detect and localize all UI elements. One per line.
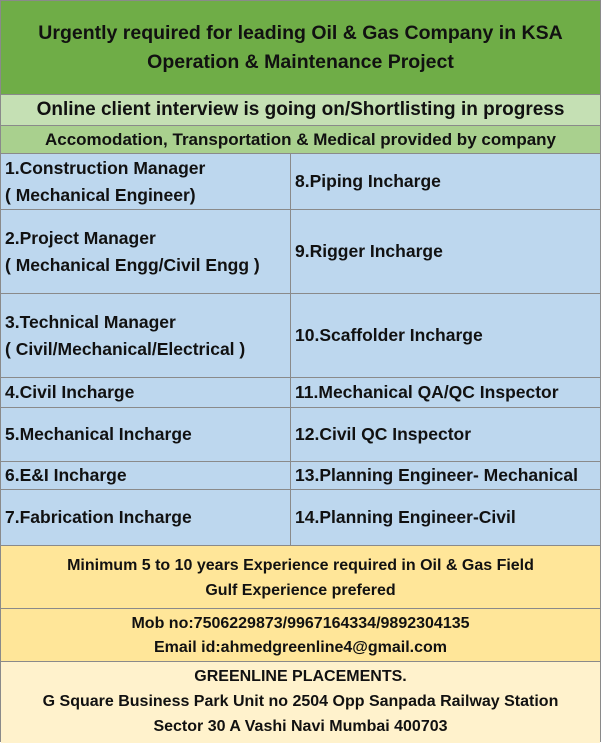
position-title: 4.Civil Incharge bbox=[5, 382, 135, 402]
position-title: 12.Civil QC Inspector bbox=[295, 424, 472, 444]
benefits-banner: Accomodation, Transportation & Medical provided by company bbox=[1, 126, 600, 154]
company-address: Sector 30 A Vashi Navi Mumbai 400703 bbox=[153, 718, 448, 735]
position-cell bbox=[1, 490, 291, 545]
position-detail: ( Mechanical Engg/Civil Engg ) bbox=[5, 254, 260, 275]
table-row bbox=[1, 408, 600, 462]
table-row bbox=[1, 154, 600, 210]
experience-requirements bbox=[1, 546, 600, 609]
position-title: 9.Rigger Incharge bbox=[295, 241, 443, 261]
position-cell bbox=[291, 490, 600, 545]
header-subtitle: Operation & Maintenance Project bbox=[147, 51, 454, 73]
contact-info bbox=[1, 609, 600, 662]
position-title: 3.Technical Manager bbox=[5, 311, 176, 332]
position-cell bbox=[291, 378, 600, 407]
email-address: Email id:ahmedgreenline4@gmail.com bbox=[153, 639, 447, 656]
table-row bbox=[1, 490, 600, 546]
position-cell bbox=[291, 408, 600, 461]
position-cell bbox=[1, 378, 291, 407]
header-banner bbox=[1, 1, 600, 95]
position-title: 5.Mechanical Incharge bbox=[5, 424, 192, 444]
position-cell bbox=[291, 154, 600, 209]
position-cell bbox=[291, 210, 600, 293]
position-title: 2.Project Manager bbox=[5, 227, 156, 248]
position-cell bbox=[1, 210, 291, 293]
table-row bbox=[1, 294, 600, 378]
position-title: 1.Construction Manager bbox=[5, 157, 206, 178]
header-title: Urgently required for leading Oil & Gas Company in KSA bbox=[38, 22, 563, 44]
position-cell bbox=[1, 294, 291, 377]
position-detail: ( Mechanical Engineer) bbox=[5, 184, 196, 205]
position-title: 10.Scaffolder Incharge bbox=[295, 325, 483, 345]
company-info bbox=[1, 662, 600, 743]
experience-line: Minimum 5 to 10 years Experience required in Oil & Gas Field bbox=[67, 557, 534, 574]
table-row bbox=[1, 210, 600, 294]
position-cell bbox=[1, 408, 291, 461]
company-address: G Square Business Park Unit no 2504 Opp Sanpada Railway Station bbox=[42, 693, 559, 710]
position-cell bbox=[1, 462, 291, 489]
position-cell bbox=[1, 154, 291, 209]
position-cell bbox=[291, 294, 600, 377]
table-row bbox=[1, 378, 600, 408]
position-title: 11.Mechanical QA/QC Inspector bbox=[295, 382, 559, 402]
table-row bbox=[1, 462, 600, 490]
position-title: 13.Planning Engineer- Mechanical bbox=[295, 465, 578, 485]
interview-status: Online client interview is going on/Shortlisting in progress bbox=[1, 95, 600, 126]
position-title: 8.Piping Incharge bbox=[295, 171, 441, 191]
position-title: 7.Fabrication Incharge bbox=[5, 507, 192, 527]
position-title: 14.Planning Engineer-Civil bbox=[295, 507, 516, 527]
experience-line: Gulf Experience prefered bbox=[205, 582, 396, 599]
company-name: GREENLINE PLACEMENTS. bbox=[194, 668, 407, 685]
position-cell bbox=[291, 462, 600, 489]
mobile-numbers: Mob no:7506229873/9967164334/9892304135 bbox=[131, 615, 470, 632]
position-detail: ( Civil/Mechanical/Electrical ) bbox=[5, 338, 246, 359]
position-title: 6.E&I Incharge bbox=[5, 465, 127, 485]
